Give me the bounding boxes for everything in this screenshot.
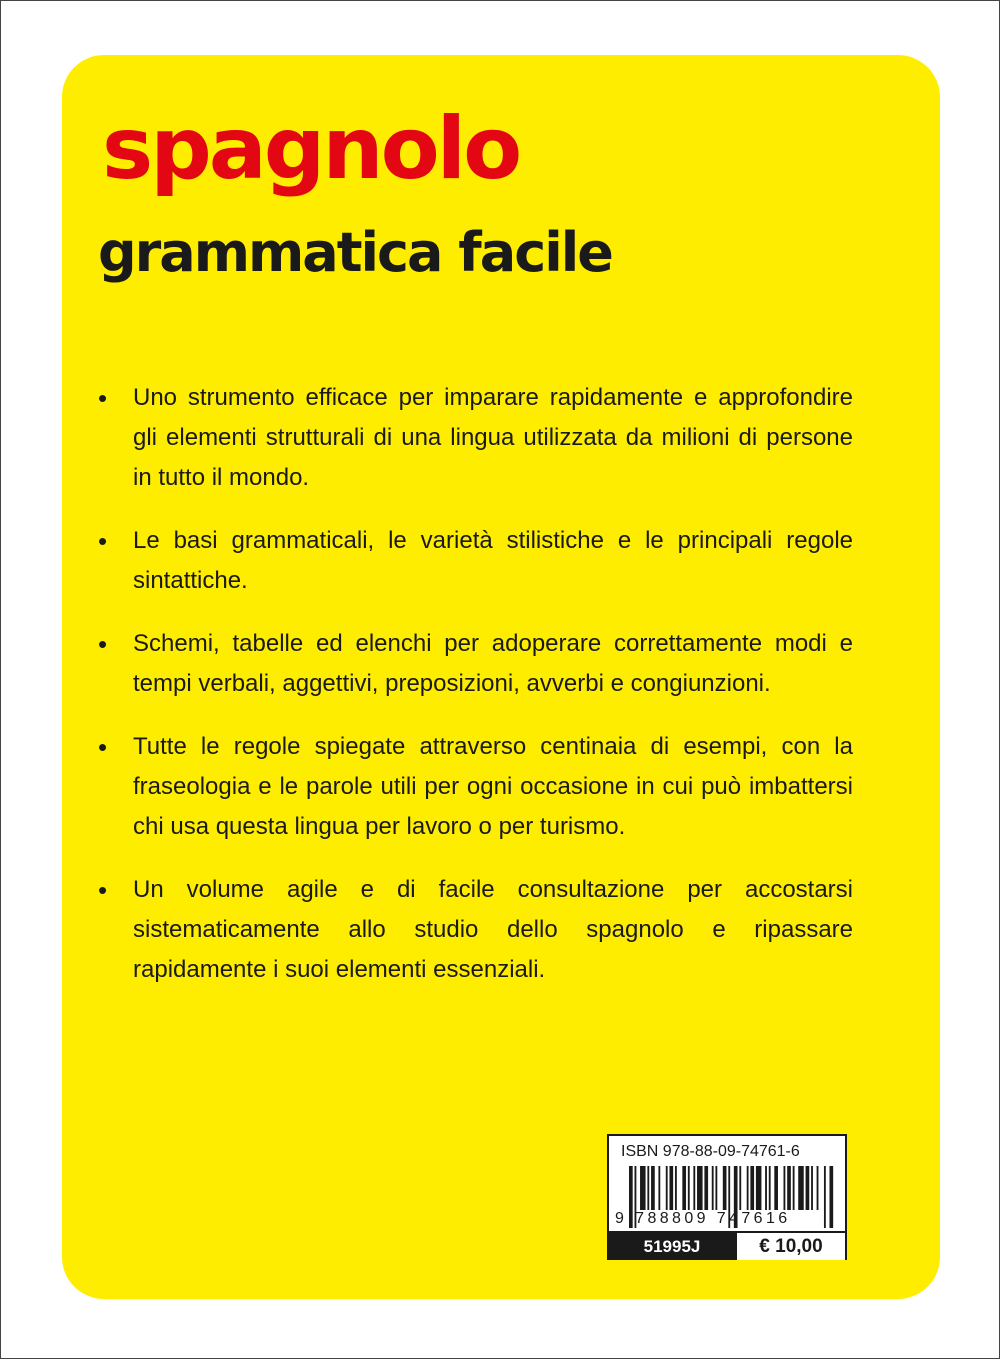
- list-item: [98, 378, 853, 498]
- book-title: spagnolo: [102, 99, 520, 199]
- bullet-icon: •: [98, 732, 108, 762]
- barcode-box: [607, 1134, 847, 1260]
- barcode-bar: [640, 1166, 646, 1210]
- list-item: [98, 870, 853, 990]
- bullet-icon: •: [98, 526, 108, 556]
- barcode-bar: [787, 1166, 791, 1210]
- barcode-bar: [750, 1166, 754, 1210]
- barcode-bar: [747, 1166, 749, 1210]
- barcode-bar: [693, 1166, 695, 1210]
- barcode-bar: [811, 1166, 813, 1210]
- barcode-bar: [715, 1166, 717, 1210]
- barcode-bar: [658, 1166, 660, 1210]
- barcode-bar: [712, 1166, 714, 1210]
- barcode-bar: [793, 1166, 795, 1210]
- list-item-text: Le basi grammaticali, le varietà stilistiche e le principali regole sintattiche.: [133, 527, 853, 594]
- barcode-bar: [784, 1166, 786, 1210]
- barcode-digits: 9 788809 747616: [615, 1210, 791, 1227]
- barcode-bar: [774, 1166, 778, 1210]
- feature-list: [98, 378, 853, 1013]
- barcode-bar: [682, 1166, 686, 1210]
- barcode-bar: [817, 1166, 819, 1210]
- barcode-bar: [688, 1166, 690, 1210]
- list-item: [98, 521, 853, 601]
- barcode-bar: [666, 1166, 668, 1210]
- barcode-bar: [806, 1166, 810, 1210]
- barcode-bar: [697, 1166, 703, 1210]
- barcode-bar: [756, 1166, 762, 1210]
- barcode-bar: [723, 1166, 727, 1210]
- bullet-icon: •: [98, 629, 108, 659]
- barcode-bar: [675, 1166, 677, 1210]
- barcode-bar: [647, 1166, 649, 1210]
- barcode-bar: [669, 1166, 673, 1210]
- book-subtitle: grammatica facile: [98, 221, 612, 284]
- list-item-text: Uno strumento efficace per imparare rapidamente e approfondire gli elementi strutturali di una lingua utilizzata da milioni di persone in tutto il mondo.: [133, 384, 853, 491]
- product-code: 51995J: [609, 1233, 735, 1260]
- barcode-bar: [651, 1166, 655, 1210]
- isbn-label: ISBN 978-88-09-74761-6: [621, 1143, 800, 1160]
- list-item-text: Tutte le regole spiegate attraverso centinaia di esempi, con la fraseologia e le parole utili per ogni occasione in cui può imbattersi chi usa questa lingua per lavoro o per turismo.: [133, 733, 853, 840]
- barcode-bar: [765, 1166, 767, 1210]
- list-item-text: Schemi, tabelle ed elenchi per adoperare correttamente modi e tempi verbali, aggettivi, preposizioni, avverbi e congiunzioni.: [133, 630, 853, 697]
- list-item: [98, 624, 853, 704]
- list-item-text: Un volume agile e di facile consultazione per accostarsi sistematicamente allo studio dello spagnolo e ripassare rapidamente i suoi elementi essenziali.: [133, 876, 853, 983]
- barcode-bar: [704, 1166, 708, 1210]
- list-item: [98, 727, 853, 847]
- price: € 10,00: [735, 1233, 845, 1260]
- barcode-bar: [798, 1166, 804, 1210]
- bullet-icon: •: [98, 383, 108, 413]
- barcode-bar: [739, 1166, 741, 1210]
- barcode-bar: [769, 1166, 771, 1210]
- bullet-icon: •: [98, 875, 108, 905]
